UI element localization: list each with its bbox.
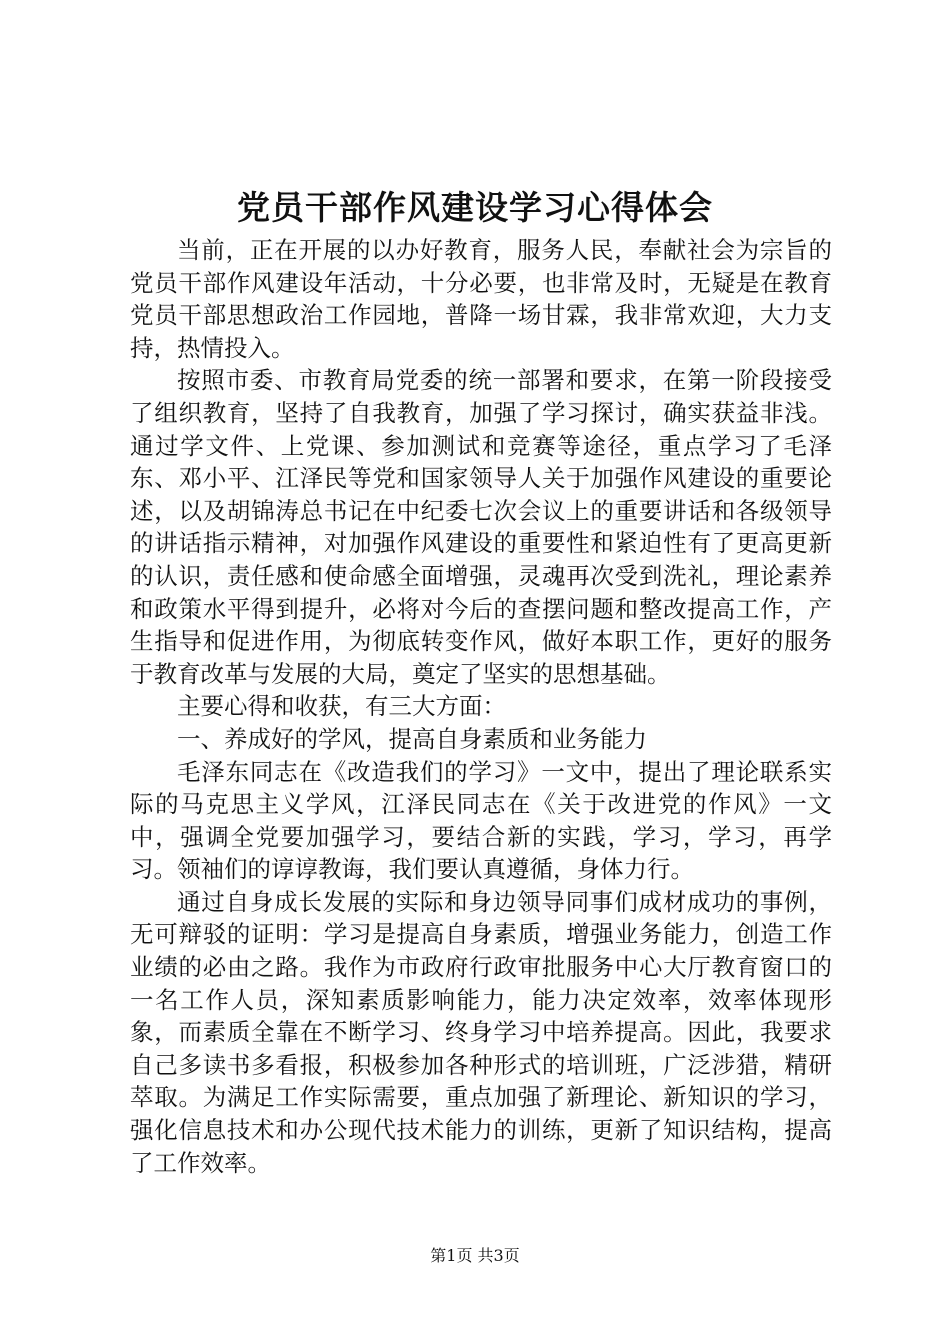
document-title: 党员干部作风建设学习心得体会: [237, 188, 713, 227]
paragraph: 按照市委、市教育局党委的统一部署和要求，在第一阶段接受了组织教育，坚持了自我教育，加强了学习探讨，确实获益非浅。通过学文件、上党课、参加测试和竞赛等途径，重点学习了毛泽东、邓小平、江泽民等党和国家领导人关于加强作风建设的重要论述，以及胡锦涛总书记在中纪委七次会议上的重要讲话和各级领导的讲话指示精神，对加强作风建设的重要性和紧迫性有了更高更新的认识，责任感和使命感全面增强，灵魂再次受到洗礼，理论素养和政策水平得到提升，必将对今后的查摆问题和整改提高工作，产生指导和促进作用，为彻底转变作风，做好本职工作，更好的服务于教育改革与发展的大局，奠定了坚实的思想基础。: [130, 366, 832, 688]
page-number-footer: 第1页 共3页: [430, 1246, 520, 1265]
section-heading: 一、养成好的学风，提高自身素质和业务能力: [177, 724, 647, 753]
paragraph: 毛泽东同志在《改造我们的学习》一文中，提出了理论联系实际的马克思主义学风，江泽民同志在《关于改进党的作风》一文中，强调全党要加强学习，要结合新的实践，学习，学习，再学习。领袖们的谆谆教诲，我们要认真遵循，身体力行。: [130, 757, 832, 884]
document-body: [130, 234, 832, 1179]
paragraph: 通过自身成长发展的实际和身边领导同事们成材成功的事例，无可辩驳的证明：学习是提高自身素质，增强业务能力，创造工作业绩的必由之路。我作为市政府行政审批服务中心大厅教育窗口的一名工作人员，深知素质影响能力，能力决定效率，效率体现形象，而素质全靠在不断学习、终身学习中培养提高。因此，我要求自己多读书多看报，积极参加各种形式的培训班，广泛涉猎，精研萃取。为满足工作实际需要，重点加强了新理论、新知识的学习，强化信息技术和办公现代技术能力的训练，更新了知识结构，提高了工作效率。: [130, 887, 832, 1177]
paragraph: 主要心得和收获，有三大方面：: [177, 692, 506, 721]
paragraph: 当前，正在开展的以办好教育，服务人民，奉献社会为宗旨的党员干部作风建设年活动，十分必要，也非常及时，无疑是在教育党员干部思想政治工作园地，普降一场甘霖，我非常欢迎，大力支持，热情投入。: [130, 236, 832, 362]
